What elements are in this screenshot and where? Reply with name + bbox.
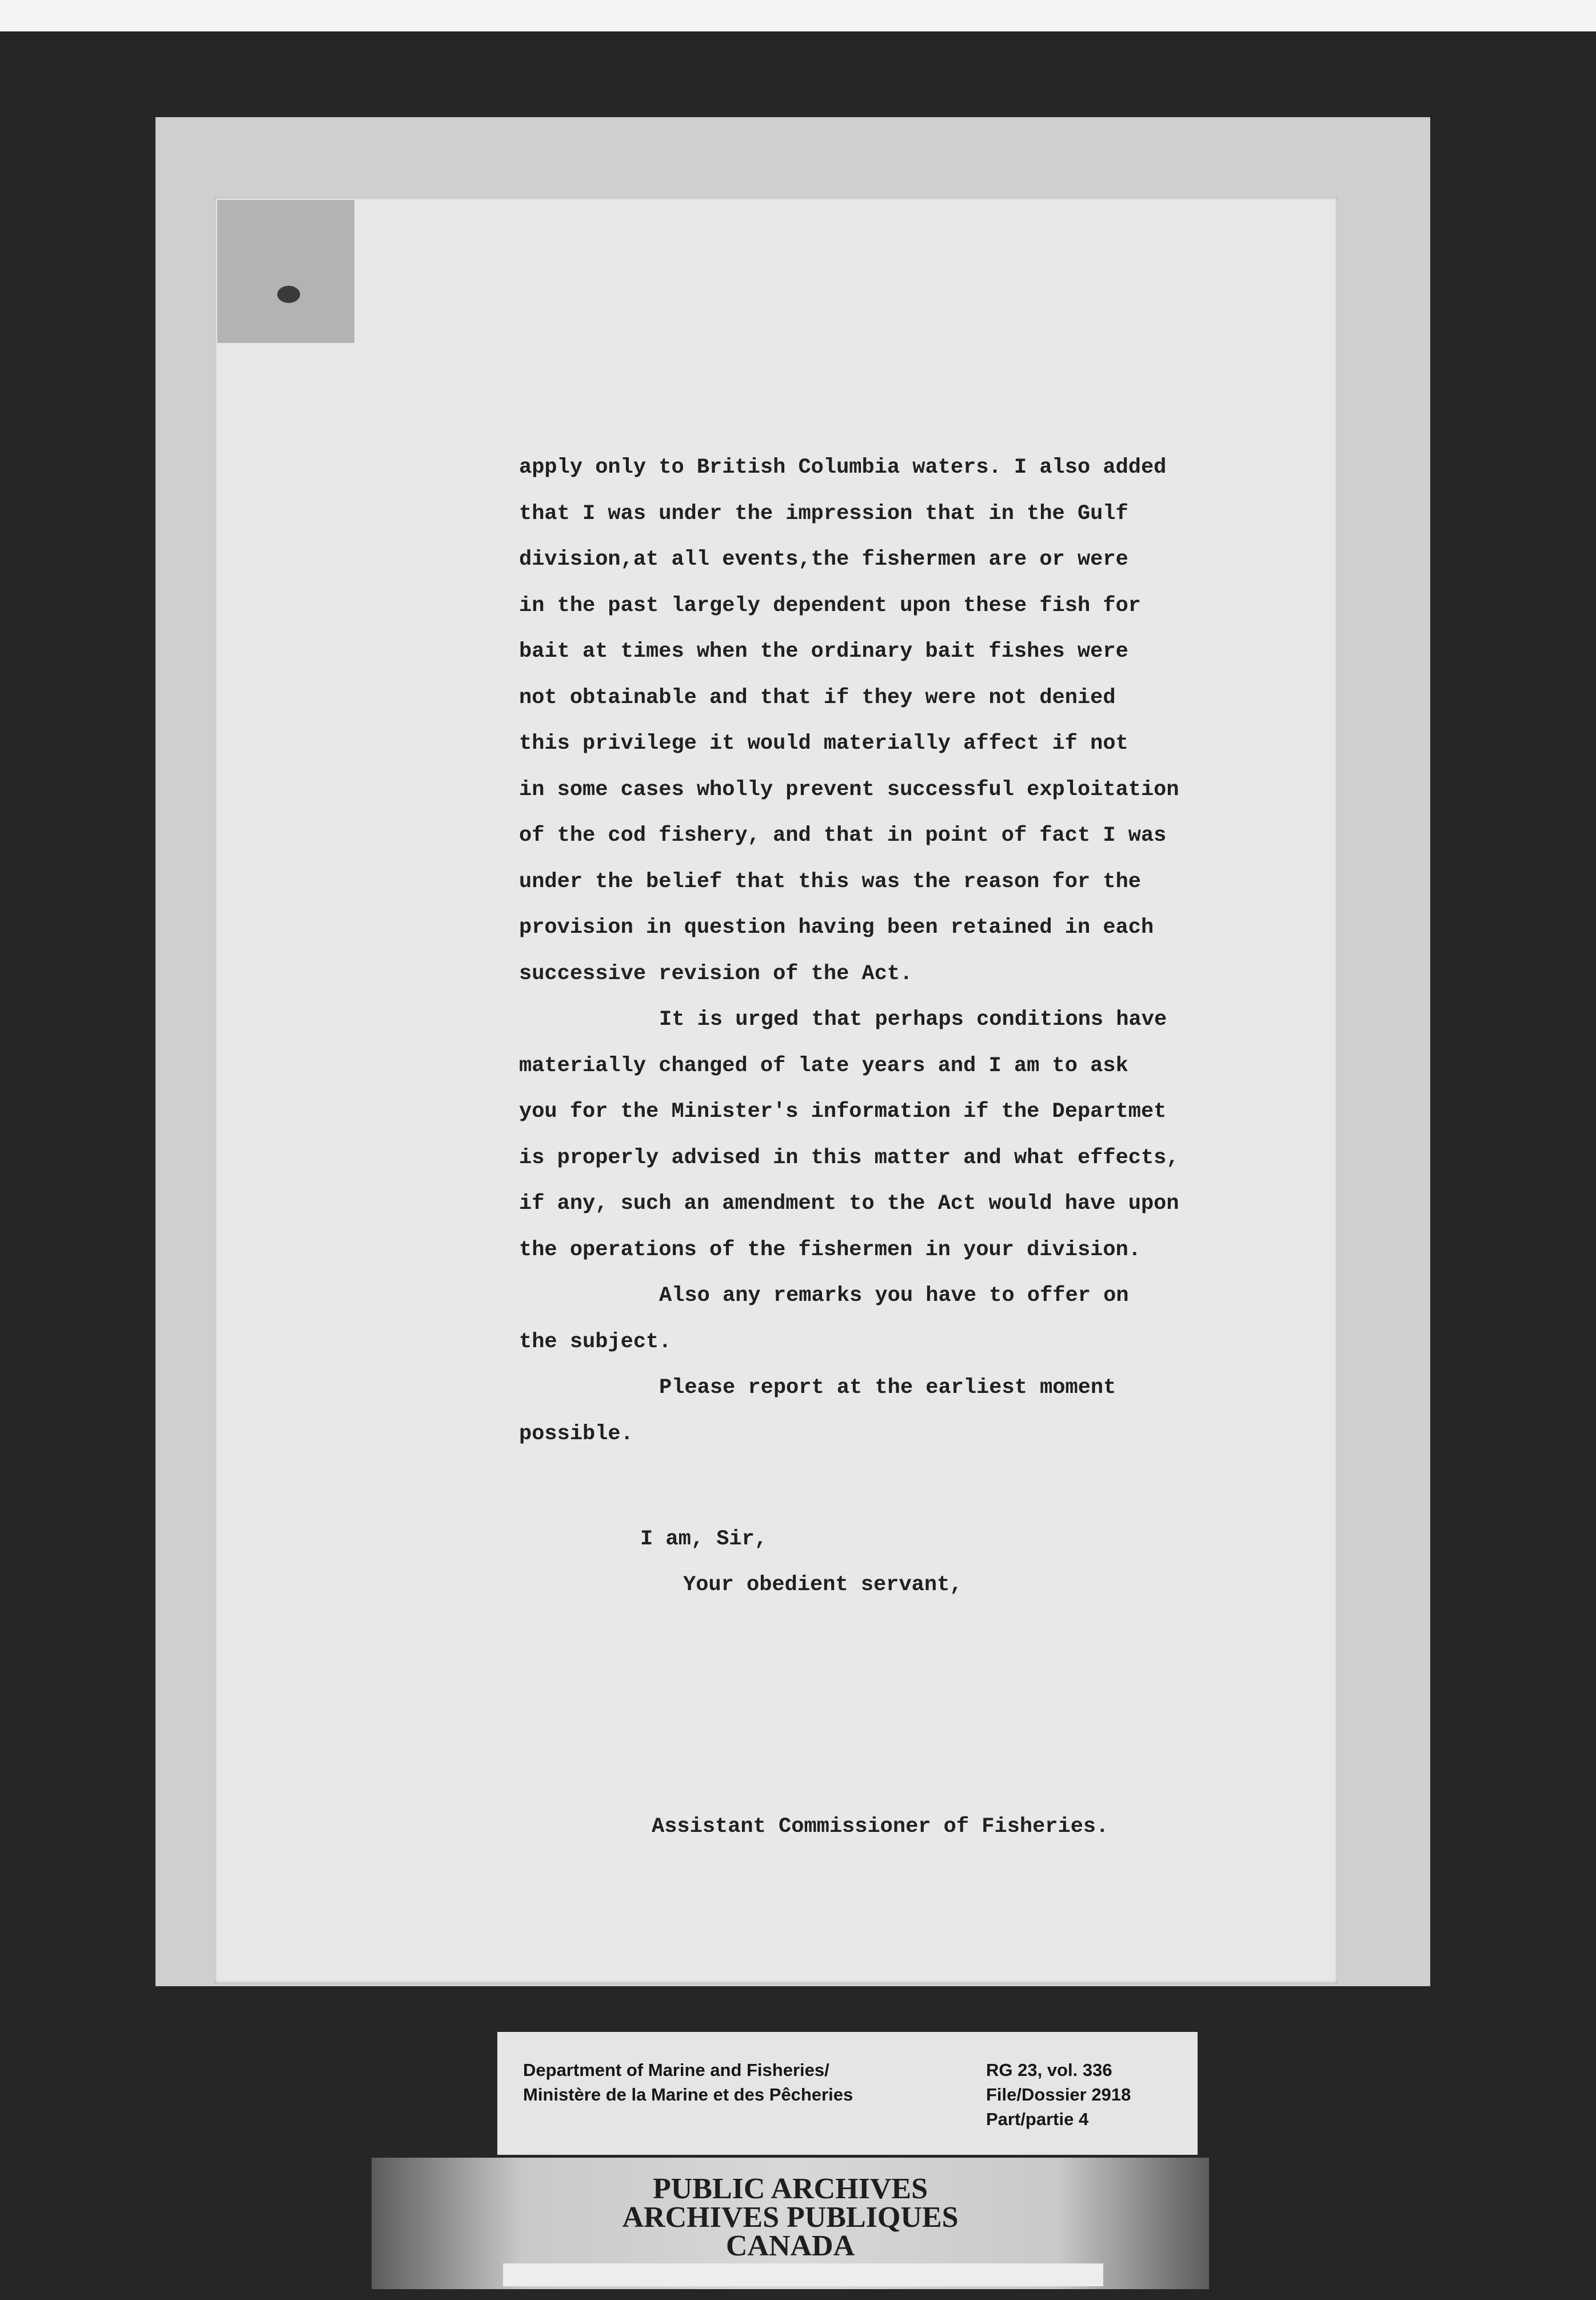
body-line: successive revision of the Act. (519, 961, 913, 986)
file-number: File/Dossier 2918 (986, 2085, 1131, 2105)
stamp-text (372, 2175, 1209, 2261)
closing-salutation: I am, Sir, (640, 1527, 768, 1551)
body-line: possible. (519, 1421, 633, 1446)
part-number: Part/partie 4 (986, 2109, 1089, 2129)
tape-patch (217, 200, 354, 343)
body-line: not obtainable and that if they were not denied (519, 685, 1116, 710)
stamp-line-3: CANADA (725, 2230, 855, 2262)
body-line: the operations of the fishermen in your division. (519, 1237, 1141, 1262)
body-line: you for the Minister's information if the Departmet (519, 1100, 1167, 1124)
stamp-line-2: ARCHIVES PUBLIQUES (622, 2201, 959, 2234)
body-line: this privilege it would materially affect if not (519, 732, 1128, 756)
tape-mark (277, 286, 300, 303)
body-line: Also any remarks you have to offer on (659, 1284, 1129, 1308)
letter-body (519, 445, 1262, 1457)
archive-label (497, 2032, 1198, 2155)
dept-english: Department of Marine and Fisheries/ (523, 2060, 829, 2080)
body-line: of the cod fishery, and that in point of fact I was (519, 824, 1167, 848)
body-line: if any, such an amendment to the Act would have upon (519, 1192, 1179, 1216)
body-line: in the past largely dependent upon these fish for (519, 593, 1141, 618)
label-department (523, 2058, 853, 2107)
body-line: the subject. (519, 1329, 672, 1354)
body-line: Please report at the earliest moment (659, 1376, 1116, 1400)
stamp-line-1: PUBLIC ARCHIVES (652, 2173, 928, 2205)
body-line: It is urged that perhaps conditions have (659, 1008, 1167, 1032)
body-line: division,at all events,the fishermen are or were (519, 548, 1128, 572)
dept-french: Ministère de la Marine et des Pêcheries (523, 2085, 853, 2105)
body-line: bait at times when the ordinary bait fishes were (519, 640, 1128, 664)
body-line: in some cases wholly prevent successful exploitation (519, 777, 1179, 802)
body-line: under the belief that this was the reason for the (519, 869, 1141, 894)
body-line: provision in question having been retained in each (519, 916, 1154, 940)
closing-servant: Your obedient servant, (683, 1573, 963, 1597)
signature-title: Assistant Commissioner of Fisheries. (652, 1815, 1109, 1839)
body-line: materially changed of late years and I am to ask (519, 1053, 1128, 1078)
record-group: RG 23, vol. 336 (986, 2060, 1112, 2080)
body-line: is properly advised in this matter and what effects, (519, 1145, 1179, 1170)
body-line: apply only to British Columbia waters. I also added (519, 456, 1167, 480)
label-reference (986, 2058, 1131, 2131)
bottom-edge (503, 2263, 1103, 2286)
body-line: that I was under the impression that in the Gulf (519, 501, 1128, 526)
